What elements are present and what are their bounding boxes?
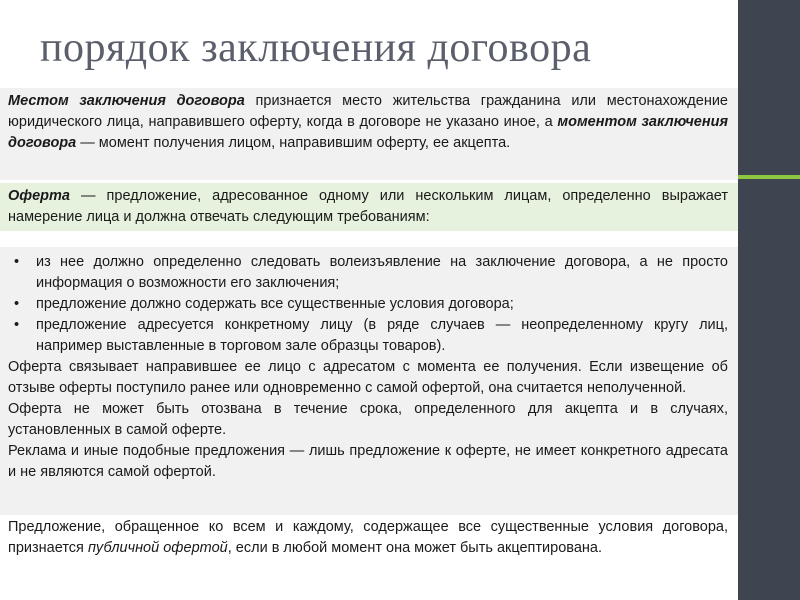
public-offer-paragraph xyxy=(8,517,728,559)
definition-paragraph xyxy=(8,91,728,154)
bullet-icon: • xyxy=(14,254,20,270)
list-item xyxy=(8,294,728,315)
list-item-text: предложение должно содержать все существенные условия договора; xyxy=(36,296,514,312)
advertising-paragraph: Реклама и иные подобные предложения — лишь предложение к оферте, не имеет конкретного адресата и не являются самой офертой. xyxy=(8,443,728,480)
requirements-box xyxy=(0,247,738,515)
right-sidebar xyxy=(738,0,800,600)
list-item xyxy=(8,252,728,294)
offer-irrevocable-paragraph: Оферта не может быть отозвана в течение срока, определенного для акцепта и в случаях, установленных в самой оферте. xyxy=(8,401,728,438)
term-place-of-contract: Местом заключения договора xyxy=(8,93,245,109)
public-offer-text-2: , если в любой момент она может быть акцептирована. xyxy=(227,540,602,556)
offer-binding-paragraph: Оферта связывает направившее ее лицо с адресатом с момента ее получения. Если извещение об отзыве оферты поступило ранее или одновременно с самой офертой, она считается неполученной. xyxy=(8,359,728,396)
sidebar-accent-stripe xyxy=(738,175,800,179)
list-item xyxy=(8,315,728,357)
offer-box xyxy=(0,183,738,231)
requirements-list xyxy=(8,252,728,357)
list-item-text: из нее должно определенно следовать волеизъявление на заключение договора, а не просто информация о возможности его заключения; xyxy=(36,254,728,291)
offer-paragraph xyxy=(8,186,728,228)
bullet-icon: • xyxy=(14,296,20,312)
public-offer-text-1: Предложение, обращенное ко всем и каждому, содержащее все существенные условия договора, признается xyxy=(8,519,728,556)
slide-title: порядок заключения договора xyxy=(40,25,592,71)
definition-text-1: признается место жительства гражданина или местонахождение юридического лица, направившего оферту, когда в договоре не указано иное, а xyxy=(8,93,728,130)
offer-text: — предложение, адресованное одному или нескольким лицам, определенно выражает намерение лица и должна отвечать следующим требованиям: xyxy=(8,188,728,225)
public-offer-box xyxy=(0,517,738,585)
term-moment-of-contract: моментом заключения договора xyxy=(8,114,728,151)
bullet-icon: • xyxy=(14,317,20,333)
list-item-text: предложение адресуется конкретному лицу (в ряде случаев — неопределенному кругу лиц, например выставленные в торговом зале образцы товаров). xyxy=(36,317,728,354)
term-public-offer: публичной офертой xyxy=(87,540,228,556)
definition-text-2: — момент получения лицом, направившим оферту, ее акцепта. xyxy=(76,135,511,151)
definition-box xyxy=(0,88,738,180)
term-offer: Оферта xyxy=(8,188,70,204)
